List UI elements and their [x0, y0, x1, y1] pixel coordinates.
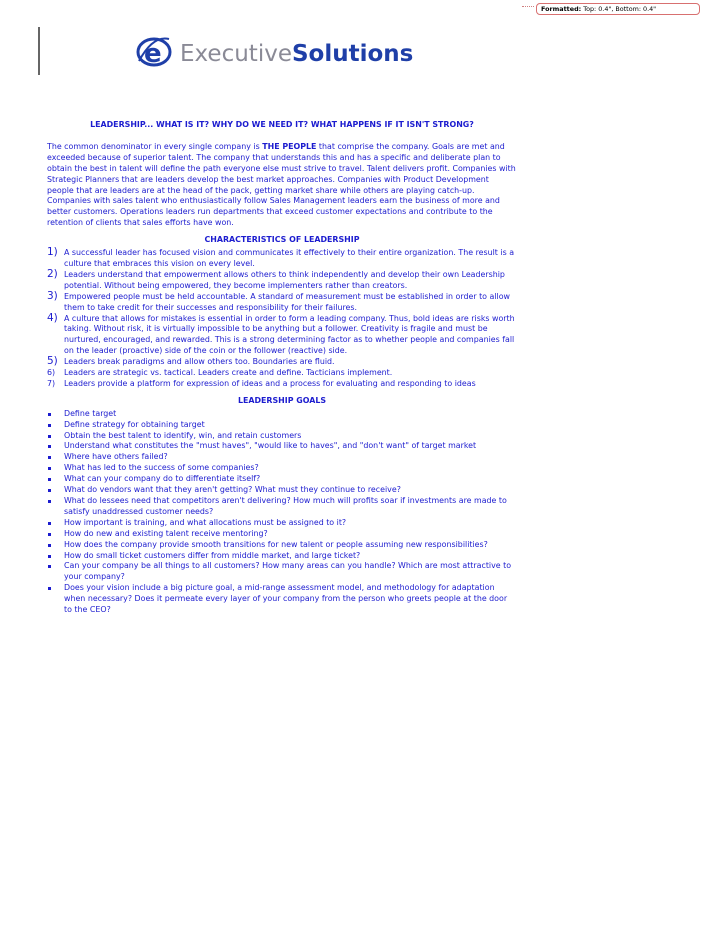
item-number: 6) [47, 368, 56, 378]
list-item [47, 248, 517, 270]
bullet-icon [48, 555, 51, 558]
item-text: A culture that allows for mistakes is essential in order to form a leading company. Thus, bold ideas are risks worth taking. Without risk, it is virtually impossible to be anything but a follower. Creativity is fragile and must be nurtured, encouraged, and rewarded. This is a strong determining factor as to whether people and companies fall on the leader (proactive) side of the coin or the follower (reactive) side. [64, 313, 515, 356]
company-logo [133, 31, 433, 71]
bullet-icon [48, 424, 51, 427]
intro-after: that comprise the company. Goals are met and exceeded because of superior talent. The company that understands this and has a specific and deliberate plan to obtain the best in talent will define the path everyone else must strive to travel. Talent delivers profit. Companies with Strategic Planners that are leaders develop the best market approaches. Companies with Product Development people that are leaders are at the head of the pack, getting market share while others are playing catch-up. Companies with sales talent who enthusiastically follow Sales Management leaders earn the business of more and better customers. Operations leaders run departments that exceed customer expectations and contribute to the retention of clients that sales efforts have won. [47, 141, 516, 228]
list-item [47, 583, 517, 616]
list-item [47, 463, 517, 474]
list-item [47, 357, 517, 368]
revision-balloon[interactable] [536, 3, 700, 15]
bullet-icon [48, 456, 51, 459]
bullet-icon [48, 435, 51, 438]
list-item [47, 551, 517, 562]
item-text: Leaders provide a platform for expression of ideas and a process for evaluating and responding to ideas [64, 378, 476, 388]
item-number: 7) [47, 378, 56, 388]
list-item [47, 441, 517, 452]
logo-word-executive: Executive [180, 41, 292, 67]
item-text: What do lessees need that competitors aren't delivering? How much will profits soar if investments are made to satisfy unaddressed customer needs? [64, 496, 507, 516]
list-item [47, 311, 517, 358]
item-text: A successful leader has focused vision and communicates it effectively to their entire organization. The result is a culture that embraces this vision on every level. [64, 248, 515, 268]
bullet-icon [48, 587, 51, 590]
list-item [47, 561, 517, 583]
logo-wordmark [180, 41, 413, 68]
item-text: How do small ticket customers differ from middle market, and large ticket? [64, 550, 361, 560]
bullet-icon [48, 413, 51, 416]
logo-mark-letter: e [144, 39, 162, 69]
item-text: Define strategy for obtaining target [64, 419, 205, 429]
item-number: 4) [47, 311, 58, 324]
list-item [47, 540, 517, 551]
item-text: How do new and existing talent receive mentoring? [64, 528, 268, 538]
item-text: What do vendors want that they aren't getting? What must they continue to receive? [64, 485, 401, 495]
bullet-icon [48, 522, 51, 525]
revision-balloon-connector [522, 6, 534, 11]
list-item [47, 289, 517, 314]
list-item [47, 496, 517, 518]
list-item [47, 379, 517, 390]
bullet-icon [48, 533, 51, 536]
intro-emphasis: THE PEOPLE [262, 141, 317, 151]
bullet-icon [48, 500, 51, 503]
item-text: How important is training, and what allocations must be assigned to it? [64, 517, 347, 527]
item-text: How does the company provide smooth transitions for new talent or people assuming new responsibilities? [64, 539, 488, 549]
item-text: Empowered people must be held accountable. A standard of measurement must be established in order to allow them to take credit for their successes and responsibility for their failures. [64, 291, 511, 312]
bullet-icon [48, 467, 51, 470]
characteristics-heading: CHARACTERISTICS OF LEADERSHIP [204, 235, 360, 245]
item-number: 3) [47, 289, 58, 302]
list-item [47, 485, 517, 496]
item-text: What can your company do to differentiate itself? [64, 474, 261, 484]
document-body [47, 120, 517, 616]
bullet-icon [48, 478, 51, 481]
intro-paragraph [47, 142, 517, 229]
bullet-icon [48, 565, 51, 568]
item-text: Leaders are strategic vs. tactical. Leaders create and define. Tacticians implement. [64, 368, 393, 378]
list-item [47, 368, 517, 379]
list-item [47, 518, 517, 529]
item-number: 5) [47, 355, 58, 368]
item-text: Can your company be all things to all customers? How many areas can you handle? Which are most attractive to your company? [64, 561, 512, 582]
item-number: 2) [47, 267, 58, 280]
goals-list [47, 409, 517, 616]
item-text: Leaders understand that empowerment allows others to think independently and develop their own Leadership potential. Without being empowered, they become implementers rather than creators. [64, 269, 505, 290]
bullet-icon [48, 489, 51, 492]
item-text: Define target [64, 408, 117, 418]
item-text: Leaders break paradigms and allow others too. Boundaries are fluid. [64, 357, 335, 367]
list-item [47, 452, 517, 463]
item-text: Obtain the best talent to identify, win, and retain customers [64, 430, 302, 440]
goals-heading: LEADERSHIP GOALS [237, 395, 327, 405]
change-bar [38, 27, 40, 75]
list-item [47, 474, 517, 485]
list-item [47, 420, 517, 431]
list-item [47, 431, 517, 442]
bullet-icon [48, 544, 51, 547]
revision-balloon-label: Formatted: [541, 5, 582, 13]
logo-e-icon [133, 31, 173, 71]
list-item [47, 409, 517, 420]
list-item [47, 267, 517, 292]
page-title: LEADERSHIP... WHAT IS IT? WHY DO WE NEED IT? WHAT HAPPENS IF IT ISN'T STRONG? [90, 120, 474, 129]
logo-word-solutions: Solutions [291, 41, 414, 67]
bullet-icon [48, 445, 51, 448]
intro-before: The common denominator in every single company is [47, 141, 263, 151]
item-text: Where have others failed? [64, 452, 168, 462]
item-text: What has led to the success of some companies? [64, 463, 259, 473]
item-text: Does your vision include a big picture goal, a mid-range assessment model, and methodology for adaptation when necessary? Does it permeate every layer of your company from the person who greets people at the door to the CEO? [64, 583, 508, 615]
list-item [47, 529, 517, 540]
item-number: 1) [47, 246, 58, 259]
characteristics-list [47, 248, 517, 390]
revision-balloon-text: Top: 0.4", Bottom: 0.4" [583, 5, 657, 13]
item-text: Understand what constitutes the "must haves", "would like to haves", and "don't want" of target market [64, 441, 477, 451]
